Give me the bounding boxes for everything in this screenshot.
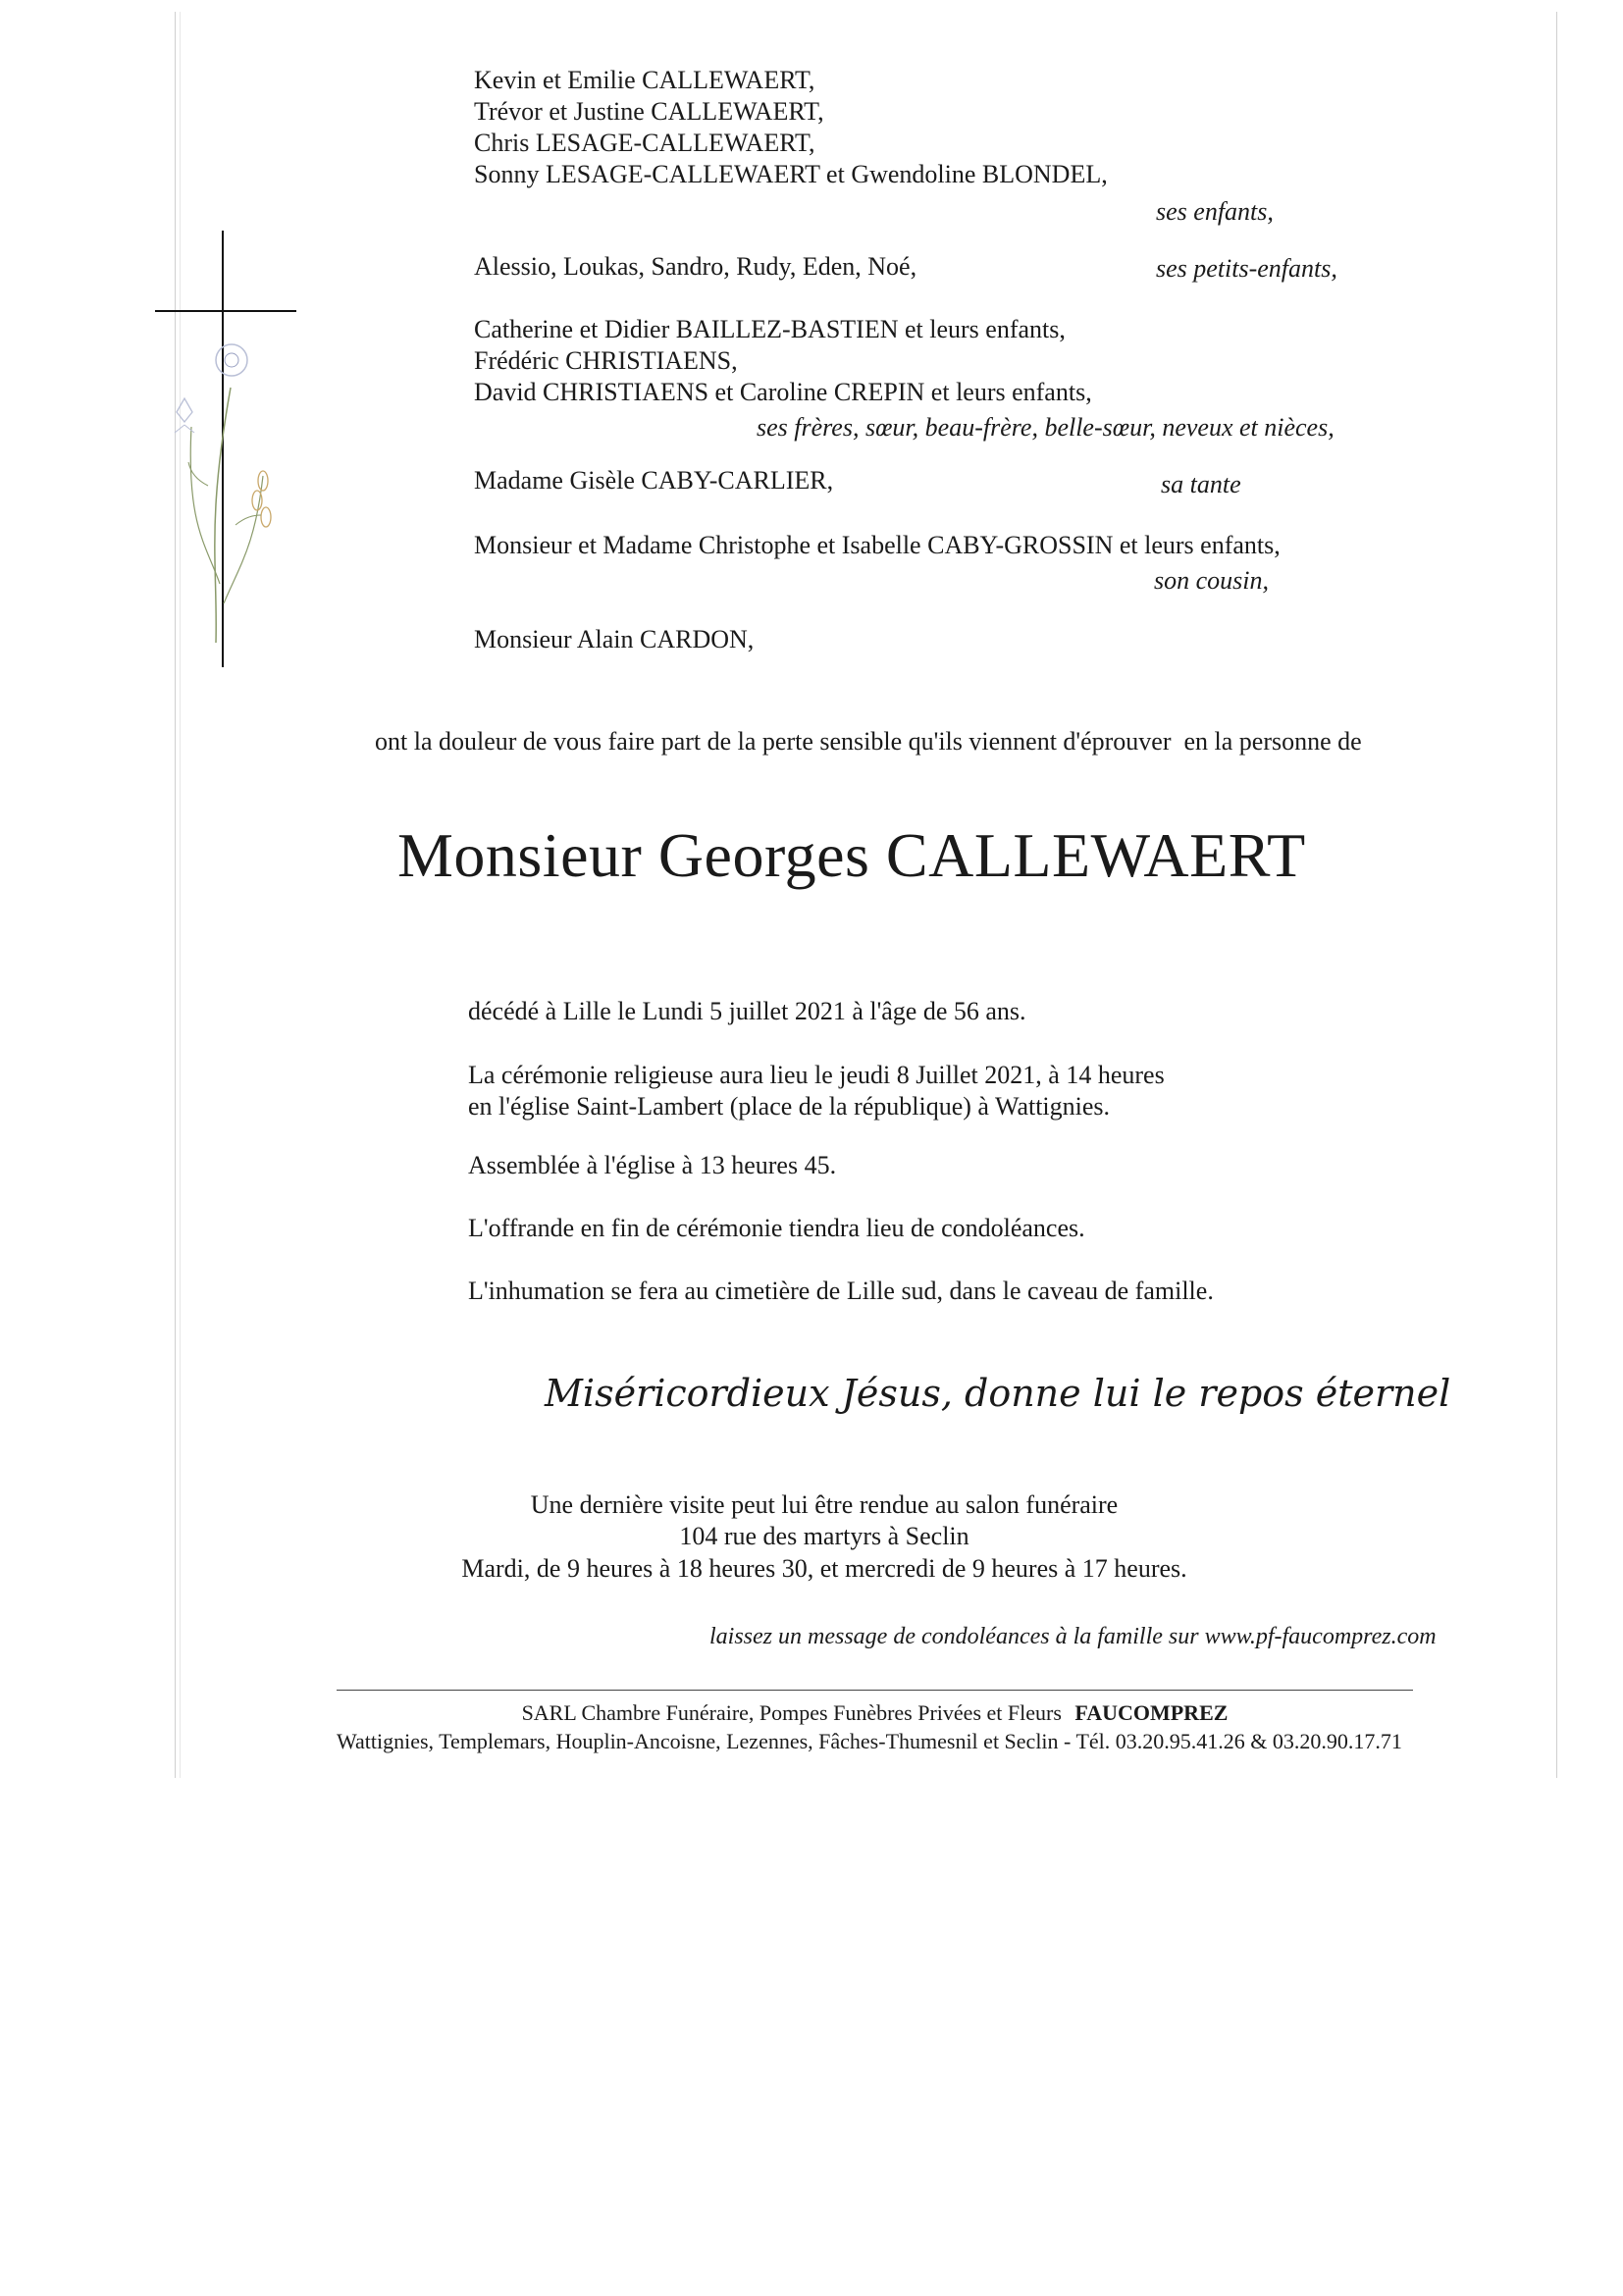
ceremony-line-2: en l'église Saint-Lambert (place de la république) à Wattignies. <box>468 1092 1111 1121</box>
death-line: décédé à Lille le Lundi 5 juillet 2021 à l'âge de 56 ans. <box>468 997 1026 1025</box>
aunt-line: Madame Gisèle CABY-CARLIER, <box>474 466 834 495</box>
child-line-3: Chris LESAGE-CALLEWAERT, <box>474 129 815 157</box>
visit-line-2: 104 rue des martyrs à Seclin <box>679 1522 969 1550</box>
sibling-line-1: Catherine et Didier BAILLEZ-BASTIEN et leurs enfants, <box>474 315 1066 343</box>
assembly-line: Assemblée à l'église à 13 heures 45. <box>468 1151 837 1179</box>
child-line-4: Sonny LESAGE-CALLEWAERT et Gwendoline BLONDEL, <box>474 160 1108 188</box>
other-line: Monsieur Alain CARDON, <box>474 625 755 653</box>
grandchildren-line: Alessio, Loukas, Sandro, Rudy, Eden, Noé, <box>474 252 917 281</box>
ceremony-line-1: La cérémonie religieuse aura lieu le jeudi 8 Juillet 2021, à 14 heures <box>468 1061 1165 1089</box>
scan-edge-right <box>1556 12 1557 1778</box>
cousin-line: Monsieur et Madame Christophe et Isabelle CABY-GROSSIN et leurs enfants, <box>474 531 1281 559</box>
footer-company-prefix: SARL Chambre Funéraire, Pompes Funèbres Privées et Fleurs <box>521 1700 1062 1725</box>
grandchildren-role: ses petits-enfants, <box>1156 254 1337 283</box>
children-role: ses enfants, <box>1156 197 1274 226</box>
aunt-role: sa tante <box>1161 470 1241 498</box>
visit-line-1: Une dernière visite peut lui être rendue au salon funéraire <box>530 1490 1119 1519</box>
announcement-line: ont la douleur de vous faire part de la perte sensible qu'ils viennent d'éprouver en la personne de <box>375 727 1362 756</box>
condolence-message: laissez un message de condoléances à la famille sur www.pf-faucomprez.com <box>709 1624 1437 1649</box>
burial-line: L'inhumation se fera au cimetière de Lille sud, dans le caveau de famille. <box>468 1277 1214 1305</box>
footer-company <box>337 1700 1413 1726</box>
footer-rule <box>337 1690 1413 1691</box>
offering-line: L'offrande en fin de cérémonie tiendra lieu de condoléances. <box>468 1214 1085 1242</box>
deceased-name: Monsieur Georges CALLEWAERT <box>397 820 1306 890</box>
footer-company-name: FAUCOMPREZ <box>1074 1700 1229 1725</box>
visit-line-3: Mardi, de 9 heures à 18 heures 30, et mercredi de 9 heures à 17 heures. <box>461 1554 1187 1583</box>
cousin-role: son cousin, <box>1154 566 1269 595</box>
prayer-line: Miséricordieux Jésus, donne lui le repos éternel <box>545 1372 1451 1415</box>
siblings-role: ses frères, sœur, beau-frère, belle-sœur, neveux et nièces, <box>757 413 1335 442</box>
child-line-1: Kevin et Emilie CALLEWAERT, <box>474 66 815 94</box>
footer-locations: Wattignies, Templemars, Houplin-Ancoisne, Lezennes, Fâches-Thumesnil et Seclin - Tél. 03.20.95.41.26 & 03.20.90.17.71 <box>337 1729 1402 1753</box>
child-line-2: Trévor et Justine CALLEWAERT, <box>474 97 824 126</box>
sibling-line-3: David CHRISTIAENS et Caroline CREPIN et leurs enfants, <box>474 378 1092 406</box>
sibling-line-2: Frédéric CHRISTIAENS, <box>474 346 738 375</box>
cross-with-flowers-illustration <box>147 231 304 672</box>
